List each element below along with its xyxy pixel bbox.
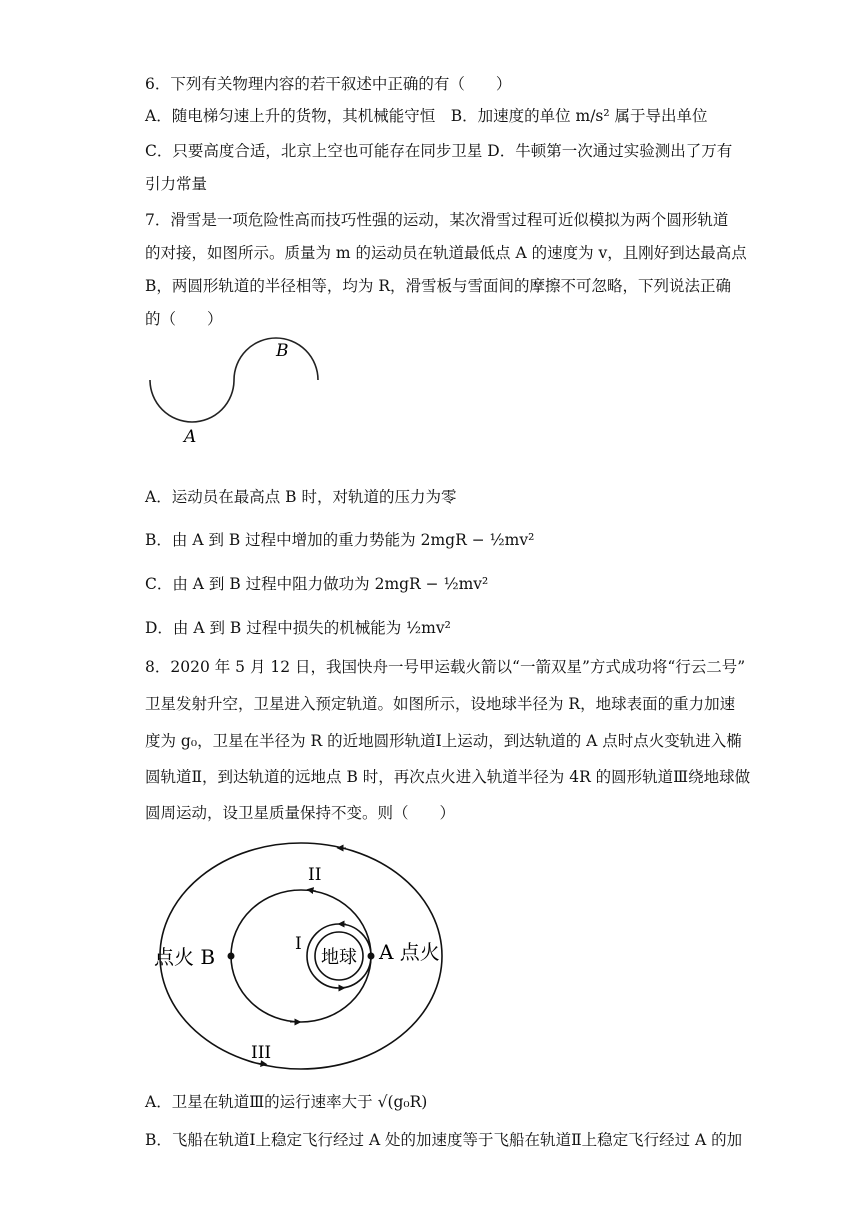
q8-option-b: B．飞船在轨道Ⅰ上稳定飞行经过 A 处的加速度等于飞船在轨道Ⅱ上稳定飞行经过 A 的加 [145,1131,743,1149]
orbit-iii-label: III [251,1043,272,1063]
q6-option-d-continued: 引力常量 [145,175,208,193]
q8-orbit-figure [140,835,460,1075]
q6-options-cd: C．只要高度合适，北京上空也可能存在同步卫星 D．牛顿第一次通过实验测出了万有 [145,142,733,160]
point-a-label: A 点火 [379,940,440,964]
q7-stem-line-4: 的（ ） [145,310,223,328]
q6-options-ab: A．随电梯匀速上升的货物，其机械能守恒 B．加速度的单位 m/s² 属于导出单位 [145,107,708,125]
q8-stem-line-3: 度为 g₀，卫星在半径为 R 的近地圆形轨道Ⅰ上运动，到达轨道的 A 点时点火变轨进入椭 [145,732,742,750]
q7-option-b: B．由 A 到 B 过程中增加的重力势能为 2mgR − ½mv² [145,531,535,549]
q7-track-figure [140,335,340,450]
orbit-ii-label: II [308,865,322,885]
q7-stem-line-2: 的对接，如图所示。质量为 m 的运动员在轨道最低点 A 的速度为 v，且刚好到达最高点 [145,244,747,262]
point-a-dot [368,953,375,960]
point-b-dot [228,953,235,960]
q8-stem-line-5: 圆周运动，设卫星质量保持不变。则（ ） [145,804,456,822]
q7-stem-line-1: 7．滑雪是一项危险性高而技巧性强的运动，某次滑雪过程可近似模拟为两个圆形轨道 [145,211,729,229]
q8-stem-line-4: 圆轨道Ⅱ，到达轨道的远地点 B 时，再次点火进入轨道半径为 4R 的圆形轨道Ⅲ绕地球做 [145,768,751,786]
q8-stem-line-1: 8．2020 年 5 月 12 日，我国快舟一号甲运载火箭以“一箭双星”方式成功将“行云二号” [145,658,746,676]
orbit-i-label: I [295,934,302,954]
q6-stem: 6．下列有关物理内容的若干叙述中正确的有（ ） [145,75,512,93]
q7-option-d: D．由 A 到 B 过程中损失的机械能为 ½mv² [145,619,451,637]
q8-option-a: A．卫星在轨道Ⅲ的运行速率大于 √(g₀R) [145,1093,428,1111]
point-b-label: B [276,341,289,361]
q7-option-a: A．运动员在最高点 B 时，对轨道的压力为零 [145,488,457,506]
ski-track-curve [150,338,318,422]
q7-stem-line-3: B，两圆形轨道的半径相等，均为 R，滑雪板与雪面间的摩擦不可忽略，下列说法正确 [145,277,731,295]
earth-label: 地球 [321,947,357,968]
point-b-label: 点火 B [154,945,216,969]
point-a-label: A [184,427,197,447]
q7-option-c: C．由 A 到 B 过程中阻力做功为 2mgR − ½mv² [145,575,489,593]
q8-stem-line-2: 卫星发射升空，卫星进入预定轨道。如图所示，设地球半径为 R，地球表面的重力加速 [145,695,736,713]
